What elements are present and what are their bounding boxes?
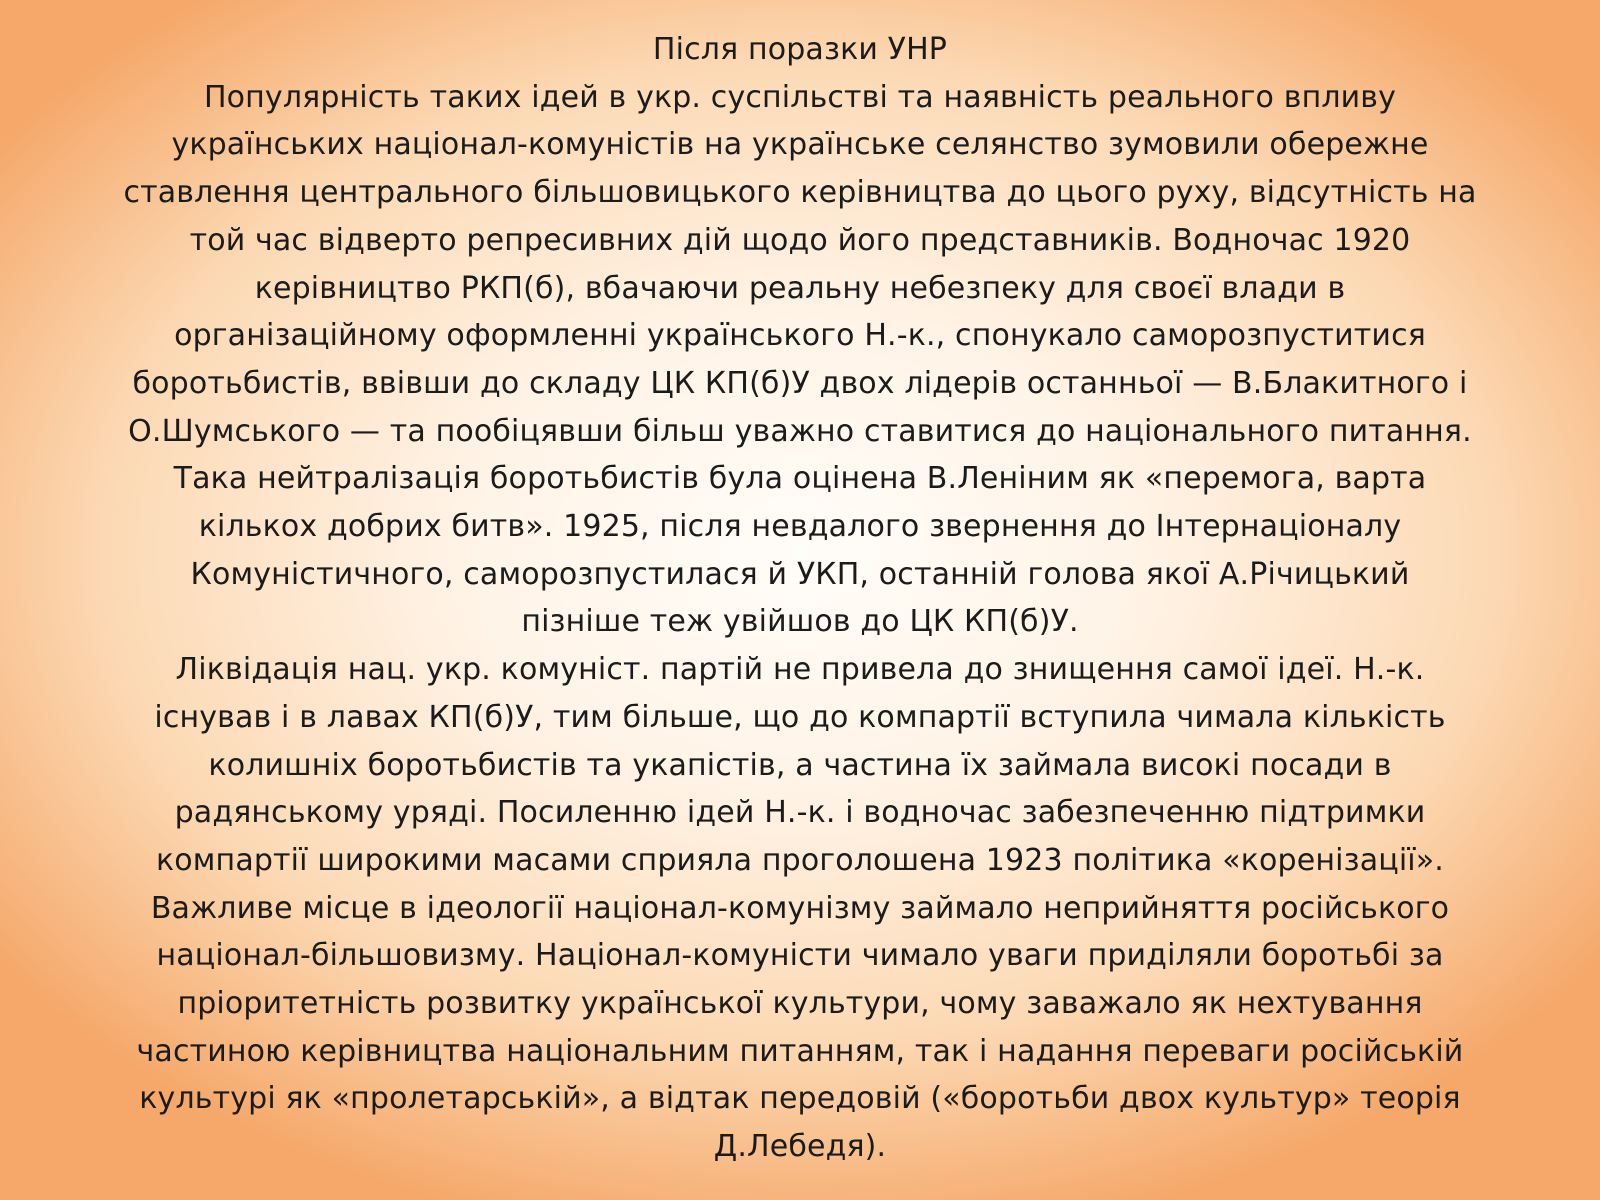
text-line: той час відверто репресивних дій щодо його представників. Водночас 1920: [189, 222, 1411, 258]
text-line: кількох добрих битв». 1925, після невдалого звернення до Інтернаціоналу: [198, 509, 1402, 545]
text-line: націонал-більшовизму. Націонал-комуністи чимало уваги приділяли боротьбі за: [156, 938, 1444, 974]
text-line: Д.Лебедя).: [713, 1129, 887, 1165]
text-line: Така нейтралізація боротьбистів була оцінена В.Леніним як «перемога, варта: [173, 461, 1427, 497]
slide-text-block: [14, 26, 1586, 1171]
text-line: українських націонал-комуністів на українське селянство зумовили обережне: [171, 127, 1429, 163]
text-line: існував і в лавах КП(б)У, тим більше, що до компартії вступила чимала кількість: [154, 699, 1446, 735]
text-line: частиною керівництва національним питанням, так і надання переваги російській: [136, 1033, 1464, 1069]
text-line: організаційному оформленні українського Н.-к., спонукало саморозпуститися: [174, 318, 1426, 354]
text-line: Ліквідація нац. укр. комуніст. партій не привела до знищення самої ідеї. Н.-к.: [175, 652, 1425, 688]
text-line: пріоритетність розвитку української культури, чому заважало як нехтування: [177, 986, 1423, 1022]
text-line: Комуністичного, саморозпустилася й УКП, останній голова якої А.Річицький: [190, 556, 1410, 592]
slide-title: Після поразки УНР: [652, 32, 948, 67]
text-line: пізніше теж увійшов до ЦК КП(б)У.: [521, 604, 1079, 640]
text-line: О.Шумського — та пообіцявши більш уважно ставитися до національного питання.: [128, 413, 1472, 449]
text-line: боротьбистів, ввівши до складу ЦК КП(б)У двох лідерів останньої — В.Блакитного і: [132, 365, 1468, 401]
text-line: колишніх боротьбистів та укапістів, а частина їх займала високі посади в: [208, 747, 1392, 783]
text-line: керівництво РКП(б), вбачаючи реальну небезпеку для своєї влади в: [254, 270, 1346, 306]
text-line: культурі як «пролетарській», а відтак передовій («боротьби двох культур» теорія: [139, 1081, 1461, 1117]
text-line: компартії широкими масами сприяла проголошена 1923 політика «коренізації».: [156, 842, 1444, 878]
text-line: Популярність таких ідей в укр. суспільстві та наявність реального впливу: [203, 79, 1397, 115]
text-line: ставлення центрального більшовицького керівництва до цього руху, відсутність на: [123, 175, 1477, 211]
text-line: Важливе місце в ідеології націонал-комунізму займало неприйняття російського: [150, 890, 1450, 926]
text-line: радянському уряді. Посиленню ідей Н.-к. і водночас забезпеченню підтримки: [174, 795, 1426, 831]
